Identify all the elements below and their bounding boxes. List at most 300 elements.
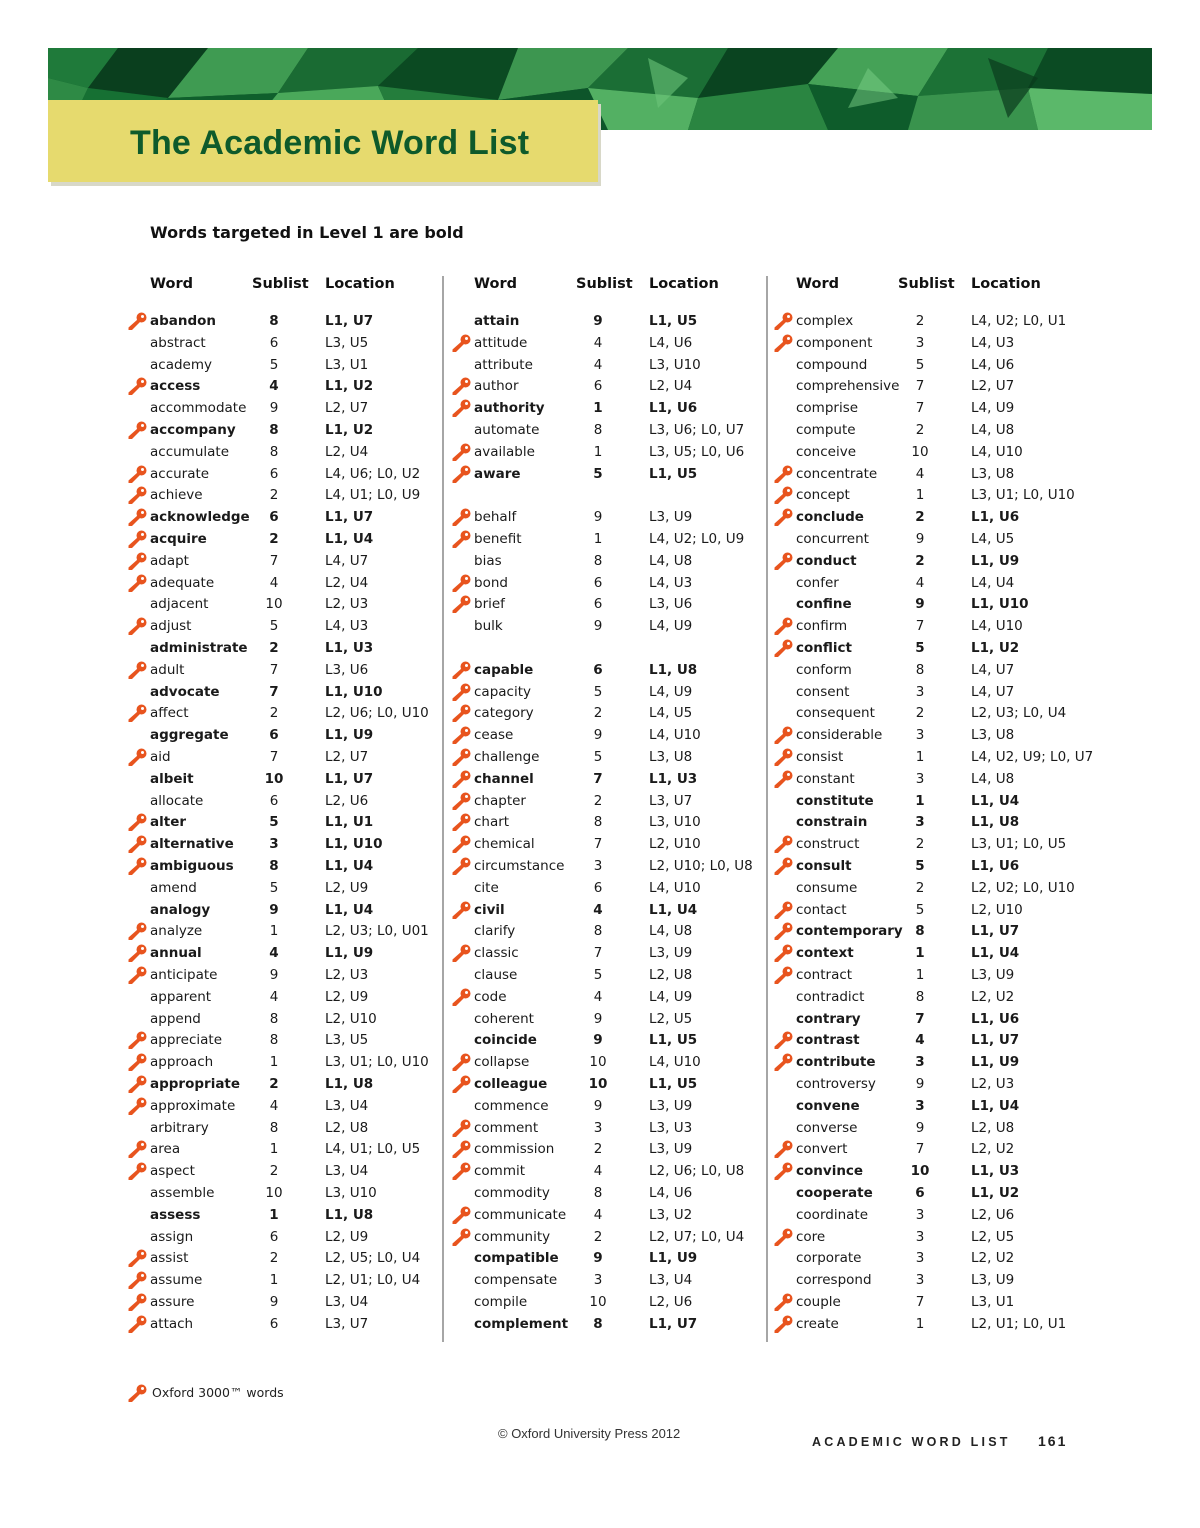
cell-location: L2, U3 [325,596,369,613]
cell-location: L4, U8 [971,770,1015,787]
oxford-key-icon [128,704,148,722]
cell-location: L2, U6; L0, U8 [649,1163,745,1180]
word-row [774,1160,1094,1182]
cell-sublist: 6 [915,1185,925,1201]
word-row [774,790,1094,812]
cell-location: L4, U10 [971,443,1023,460]
cell-location: L2, U10 [971,901,1023,918]
word-row [452,1029,772,1051]
cell-location: L2, U2 [971,1141,1015,1158]
cell-sublist: 9 [593,1250,603,1267]
cell-location: L1, U4 [325,531,374,547]
cell-location: L1, U8 [325,1076,374,1092]
cell-word: bulk [474,618,503,635]
cell-location: L1, U3 [325,640,374,656]
cell-location: L1, U4 [325,901,374,918]
cell-word: clarify [474,923,516,940]
header-sublist: Sublist [576,276,633,292]
cell-word: accurate [150,465,210,482]
word-row [128,1313,448,1335]
word-row [774,1029,1094,1051]
cell-location: L1, U10 [971,596,1029,613]
cell-location: L4, U9 [971,400,1015,417]
cell-word: constrain [796,814,868,831]
cell-sublist: 5 [593,683,603,700]
cell-sublist: 2 [269,1250,279,1267]
cell-sublist: 4 [269,378,279,395]
cell-word: constitute [796,792,874,809]
cell-word: component [796,334,873,351]
cell-word: adequate [150,574,215,591]
cell-location: L3, U3 [649,1119,693,1136]
header-location: Location [325,276,395,292]
cell-word: channel [474,770,534,787]
cell-word: adult [150,661,185,678]
header-location: Location [649,276,719,292]
oxford-key-icon [774,966,794,984]
cell-word: consume [796,879,858,896]
cell-sublist: 6 [269,334,279,351]
cell-sublist: 3 [593,1272,603,1289]
column-divider [766,276,768,1342]
cell-word: compile [474,1294,528,1310]
oxford-key-icon [774,1162,794,1180]
cell-word: albeit [150,770,194,787]
cell-word: affect [150,705,189,722]
word-row [128,637,448,659]
cell-word: challenge [474,749,540,765]
word-row [452,463,772,485]
cell-word: cooperate [796,1185,873,1201]
cell-location: L2, U8 [649,967,693,983]
cell-word: area [150,1141,181,1158]
oxford-key-icon [128,312,148,330]
cell-location: L1, U5 [649,1076,698,1092]
oxford-key-icon [452,465,472,483]
oxford-key-icon [452,377,472,395]
oxford-key-icon [452,508,472,526]
cell-word: contract [796,967,853,983]
oxford-key-icon [774,1031,794,1049]
word-row [452,1269,772,1291]
word-row [128,746,448,768]
cell-word: chemical [474,836,535,853]
word-row [774,1117,1094,1139]
cell-location: L1, U5 [649,465,698,482]
word-row [774,615,1094,637]
cell-sublist: 8 [269,1010,279,1027]
cell-sublist: 5 [269,814,279,831]
cell-sublist: 1 [915,1315,925,1332]
word-row [774,746,1094,768]
cell-location: L3, U4 [325,1097,369,1114]
cell-sublist: 2 [915,422,925,438]
oxford-key-icon [452,835,472,853]
oxford-key-icon [774,901,794,919]
word-row [774,1073,1094,1095]
oxford-key-icon [452,813,472,831]
cell-location: L3, U9 [649,1141,693,1158]
cell-word: aid [150,749,171,765]
cell-location: L4, U10 [649,727,701,744]
cell-sublist: 8 [593,552,603,569]
word-row [128,1008,448,1030]
word-row [774,484,1094,506]
cell-sublist: 9 [269,1294,279,1310]
word-row [128,332,448,354]
cell-location: L2, U1; L0, U1 [971,1315,1067,1332]
cell-location: L4, U6 [971,356,1015,373]
header-sublist: Sublist [898,276,955,292]
word-row [128,790,448,812]
cell-location: L4, U10 [649,879,701,896]
cell-sublist: 7 [269,661,279,678]
word-row [452,1138,772,1160]
oxford-key-icon [452,661,472,679]
cell-sublist: 6 [269,792,279,809]
cell-sublist: 3 [593,1119,603,1136]
cell-location: L3, U4 [649,1272,693,1289]
word-row [774,354,1094,376]
cell-sublist: 9 [593,1032,603,1049]
cell-sublist: 3 [915,1097,925,1114]
word-row [128,681,448,703]
header-word: Word [150,276,193,292]
word-row [128,1051,448,1073]
oxford-key-icon [452,443,472,461]
cell-word: arbitrary [150,1119,209,1136]
cell-word: abandon [150,313,217,329]
oxford-key-icon [774,334,794,352]
cell-word: consist [796,749,844,765]
cell-location: L2, U3 [971,1076,1015,1092]
oxford-key-icon [128,617,148,635]
cell-location: L2, U9 [325,879,369,896]
word-row [774,1226,1094,1248]
oxford-key-icon [452,683,472,701]
cell-word: coordinate [796,1206,869,1223]
cell-word: controversy [796,1076,876,1092]
cell-word: considerable [796,727,883,744]
cell-sublist: 3 [915,770,925,787]
cell-word: concept [796,487,850,504]
cell-word: classic [474,945,519,962]
cell-word: attach [150,1315,194,1332]
cell-location: L2, U6 [971,1206,1015,1223]
word-row [452,768,772,790]
cell-location: L3, U2 [649,1206,693,1223]
oxford-key-icon [452,1119,472,1137]
oxford-key-icon [128,1249,148,1267]
oxford-key-icon [774,1293,794,1311]
cell-location: L1, U9 [325,945,374,962]
word-row [128,397,448,419]
oxford-key-icon [774,748,794,766]
cell-word: capable [474,661,534,678]
cell-sublist: 4 [915,1032,925,1049]
cell-word: bond [474,574,508,591]
cell-location: L3, U6 [649,596,693,613]
word-row [452,1008,772,1030]
cell-location: L2, U6 [649,1294,693,1310]
oxford-key-icon [774,486,794,504]
word-row [452,1226,772,1248]
cell-word: communicate [474,1206,567,1223]
cell-sublist: 9 [593,1097,603,1114]
cell-sublist: 7 [915,618,925,635]
cell-location: L3, U6; L0, U7 [649,422,745,438]
word-row [452,593,772,615]
cell-word: alter [150,814,187,831]
cell-sublist: 9 [915,1119,925,1136]
cell-sublist: 6 [593,879,603,896]
oxford-key-icon [452,704,472,722]
cell-sublist: 8 [269,422,279,438]
page-number: 161 [1038,1433,1068,1449]
cell-sublist: 5 [269,356,279,373]
cell-sublist: 9 [269,400,279,417]
cell-location: L4, U7 [971,661,1015,678]
cell-location: L4, U6 [649,1185,693,1201]
cell-sublist: 8 [269,313,279,329]
word-row [774,855,1094,877]
cell-location: L3, U5; L0, U6 [649,443,745,460]
cell-location: L2, U5 [971,1228,1015,1245]
cell-location: L2, U4 [325,574,369,591]
header-location: Location [971,276,1041,292]
cell-sublist: 9 [593,618,603,635]
oxford-key-icon [452,857,472,875]
word-row [452,1182,772,1204]
word-row [452,724,772,746]
cell-word: contribute [796,1054,876,1071]
cell-sublist: 1 [593,443,603,460]
cell-word: comment [474,1119,539,1136]
oxford-key-icon [774,465,794,483]
cell-location: L1, U6 [649,400,698,417]
cell-location: L2, U9 [325,988,369,1005]
cell-location: L2, U10 [649,836,701,853]
oxford-key-icon [128,813,148,831]
oxford-key-icon [774,508,794,526]
cell-location: L3, U6 [325,661,369,678]
cell-sublist: 2 [915,705,925,722]
cell-sublist: 4 [915,465,925,482]
cell-location: L1, U1 [325,814,374,831]
cell-word: attribute [474,356,533,373]
word-row [774,397,1094,419]
word-row [452,550,772,572]
word-row [774,332,1094,354]
oxford-key-icon [128,1384,148,1402]
word-row [452,899,772,921]
cell-word: administrate [150,640,248,656]
cell-word: amend [150,879,197,896]
cell-location: L1, U4 [325,858,374,874]
word-row [452,1051,772,1073]
cell-sublist: 2 [915,509,925,526]
cell-sublist: 4 [593,356,603,373]
cell-word: authority [474,400,545,417]
word-row [774,768,1094,790]
word-row [774,899,1094,921]
cell-word: approximate [150,1097,236,1114]
cell-sublist: 3 [915,683,925,700]
cell-word: commission [474,1141,555,1158]
oxford-key-icon [128,1140,148,1158]
cell-location: L3, U7 [649,792,693,809]
word-row [128,572,448,594]
word-row [452,1160,772,1182]
word-row [774,310,1094,332]
cell-location: L1, U7 [971,1032,1020,1049]
word-row [452,964,772,986]
oxford-key-icon [774,835,794,853]
cell-word: academy [150,356,212,373]
cell-word: consult [796,858,852,874]
word-row [774,964,1094,986]
cell-word: acknowledge [150,509,250,526]
cell-location: L4, U7 [325,552,369,569]
cell-word: consent [796,683,850,700]
word-row [452,375,772,397]
cell-sublist: 4 [269,988,279,1005]
word-row [128,310,448,332]
word-row [774,811,1094,833]
cell-word: apparent [150,988,212,1005]
cell-location: L4, U8 [649,923,693,940]
cell-sublist: 10 [910,1163,930,1180]
cell-location: L2, U6; L0, U10 [325,705,429,722]
oxford-key-icon [774,552,794,570]
cell-word: convince [796,1163,864,1180]
cell-sublist: 2 [915,313,925,329]
oxford-key-icon [128,1097,148,1115]
word-row [128,920,448,942]
cell-sublist: 3 [593,858,603,874]
cell-sublist: 1 [269,923,279,940]
cell-sublist: 9 [593,313,603,329]
word-row [128,506,448,528]
cell-word: couple [796,1294,841,1310]
word-row [774,877,1094,899]
cell-sublist: 6 [593,378,603,395]
oxford-key-icon [128,944,148,962]
cell-sublist: 2 [269,1163,279,1180]
cell-sublist: 7 [593,836,603,853]
cell-word: assess [150,1206,201,1223]
word-row [774,1182,1094,1204]
cell-location: L2, U3; L0, U4 [971,705,1067,722]
word-row [128,1095,448,1117]
oxford-key-icon [128,574,148,592]
word-row [774,1291,1094,1313]
oxford-key-icon [774,639,794,657]
cell-location: L3, U9 [649,945,693,962]
word-row [128,942,448,964]
cell-word: analyze [150,923,203,940]
word-row [128,1182,448,1204]
word-row [452,833,772,855]
cell-sublist: 7 [269,749,279,765]
cell-word: assist [150,1250,189,1267]
cell-sublist: 9 [593,509,603,526]
word-row [452,681,772,703]
cell-location: L4, U10 [649,1054,701,1071]
word-row [452,746,772,768]
cell-word: circumstance [474,858,565,874]
cell-sublist: 4 [593,334,603,351]
cell-sublist: 6 [269,1315,279,1332]
cell-word: attain [474,313,520,329]
word-row [774,441,1094,463]
cell-word: coincide [474,1032,537,1049]
word-row [452,920,772,942]
header-word: Word [796,276,839,292]
word-row [452,659,772,681]
word-row [452,1247,772,1269]
cell-word: behalf [474,509,517,526]
word-row [452,1073,772,1095]
word-row [452,1117,772,1139]
oxford-key-icon [452,595,472,613]
cell-location: L4, U4 [971,574,1015,591]
cell-sublist: 8 [915,661,925,678]
word-row [452,1313,772,1335]
oxford-key-icon [774,1228,794,1246]
cell-sublist: 9 [915,596,925,613]
cell-location: L1, U5 [649,1032,698,1049]
cell-word: comprehensive [796,378,900,395]
oxford-key-icon [128,857,148,875]
word-row [128,899,448,921]
cell-sublist: 8 [593,923,603,940]
cell-location: L1, U3 [971,1163,1020,1180]
oxford-key-icon [128,748,148,766]
cell-word: compound [796,356,868,373]
word-row [452,615,772,637]
oxford-key-icon [774,1140,794,1158]
cell-word: aggregate [150,727,229,744]
oxford-key-icon [128,1075,148,1093]
word-row [774,1095,1094,1117]
word-row [128,1247,448,1269]
word-row [452,441,772,463]
cell-location: L4, U8 [649,552,693,569]
word-row [452,811,772,833]
word-row [774,681,1094,703]
word-row [774,986,1094,1008]
cell-word: access [150,378,201,395]
word-row [774,702,1094,724]
cell-word: accompany [150,422,236,438]
word-row [774,1008,1094,1030]
cell-sublist: 3 [915,1206,925,1223]
cell-sublist: 3 [915,1054,925,1071]
cell-location: L2, U1; L0, U4 [325,1272,421,1289]
cell-sublist: 10 [265,596,283,613]
cell-word: benefit [474,531,522,547]
header-word: Word [474,276,517,292]
cell-location: L1, U6 [971,509,1020,526]
cell-word: coherent [474,1010,534,1027]
oxford-key-icon [774,944,794,962]
oxford-key-icon [128,421,148,439]
cell-word: commodity [474,1185,550,1201]
oxford-key-icon [452,399,472,417]
cell-sublist: 10 [264,770,284,787]
cell-sublist: 8 [915,988,925,1005]
